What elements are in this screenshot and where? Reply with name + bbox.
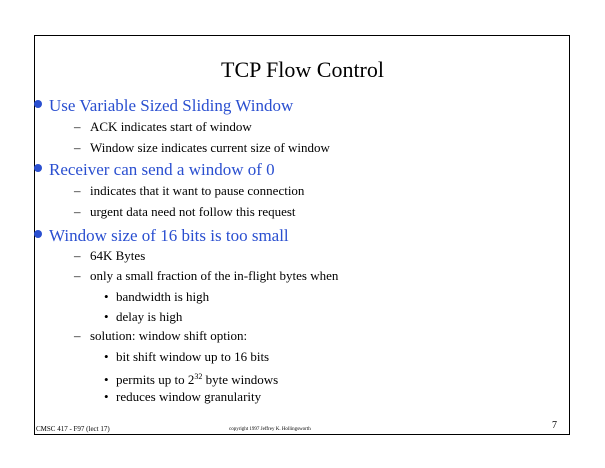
dash-icon: –	[74, 204, 81, 219]
bullet-dot-icon	[34, 100, 42, 108]
sub-item-text: 64K Bytes	[90, 248, 146, 263]
subsub-item-text-tail: byte windows	[205, 372, 279, 387]
sub-item-text: solution: window shift option:	[90, 328, 248, 343]
sub-item	[74, 268, 338, 284]
dash-icon: –	[74, 248, 81, 263]
sub-item-text: only a small fraction of the in-flight bytes when	[90, 268, 339, 283]
dash-icon: –	[74, 140, 81, 155]
dash-icon: –	[74, 119, 81, 134]
sub-item-text: indicates that it want to pause connection	[90, 183, 305, 198]
dash-icon: –	[74, 183, 81, 198]
subsub-item-text: permits up to 2	[116, 372, 195, 387]
sub-item-text: ACK indicates start of window	[90, 119, 252, 134]
page-number: 7	[552, 420, 557, 431]
subsub-item	[104, 389, 261, 405]
subsub-item	[104, 369, 278, 388]
small-bullet-icon: •	[104, 289, 109, 304]
subsub-item-text: reduces window granularity	[116, 389, 262, 404]
slide-title: TCP Flow Control	[221, 57, 384, 82]
subsub-item-text: bit shift window up to 16 bits	[116, 349, 270, 364]
small-bullet-icon: •	[104, 389, 109, 404]
bullet-dot-icon	[34, 164, 42, 172]
sub-item	[74, 119, 252, 135]
small-bullet-icon: •	[104, 349, 109, 364]
bullet-zero-window	[49, 160, 275, 180]
footer-copyright: copyright 1997 Jeffrey K. Hollingsworth	[229, 427, 311, 432]
bullet-text: Receiver can send a window of 0	[49, 160, 275, 179]
bullet-window-too-small	[49, 226, 289, 246]
footer-course: CMSC 417 - F97 (lect 17)	[36, 425, 110, 433]
sub-item-text: urgent data need not follow this request	[90, 204, 296, 219]
small-bullet-icon: •	[104, 309, 109, 324]
exponent: 32	[194, 372, 203, 381]
bullet-dot-icon	[34, 230, 42, 238]
small-bullet-icon: •	[104, 372, 109, 387]
bullet-text: Window size of 16 bits is too small	[49, 226, 289, 245]
sub-item	[74, 328, 247, 344]
subsub-item-text: bandwidth is high	[116, 289, 210, 304]
bullet-variable-window	[49, 96, 293, 116]
subsub-item	[104, 289, 209, 305]
sub-item	[74, 140, 330, 156]
dash-icon: –	[74, 328, 81, 343]
sub-item	[74, 183, 304, 199]
subsub-item	[104, 349, 269, 365]
subsub-item	[104, 309, 182, 325]
bullet-text: Use Variable Sized Sliding Window	[49, 96, 294, 115]
sub-item	[74, 248, 145, 264]
sub-item	[74, 204, 296, 220]
subsub-item-text: delay is high	[116, 309, 183, 324]
sub-item-text: Window size indicates current size of window	[90, 140, 330, 155]
dash-icon: –	[74, 268, 81, 283]
